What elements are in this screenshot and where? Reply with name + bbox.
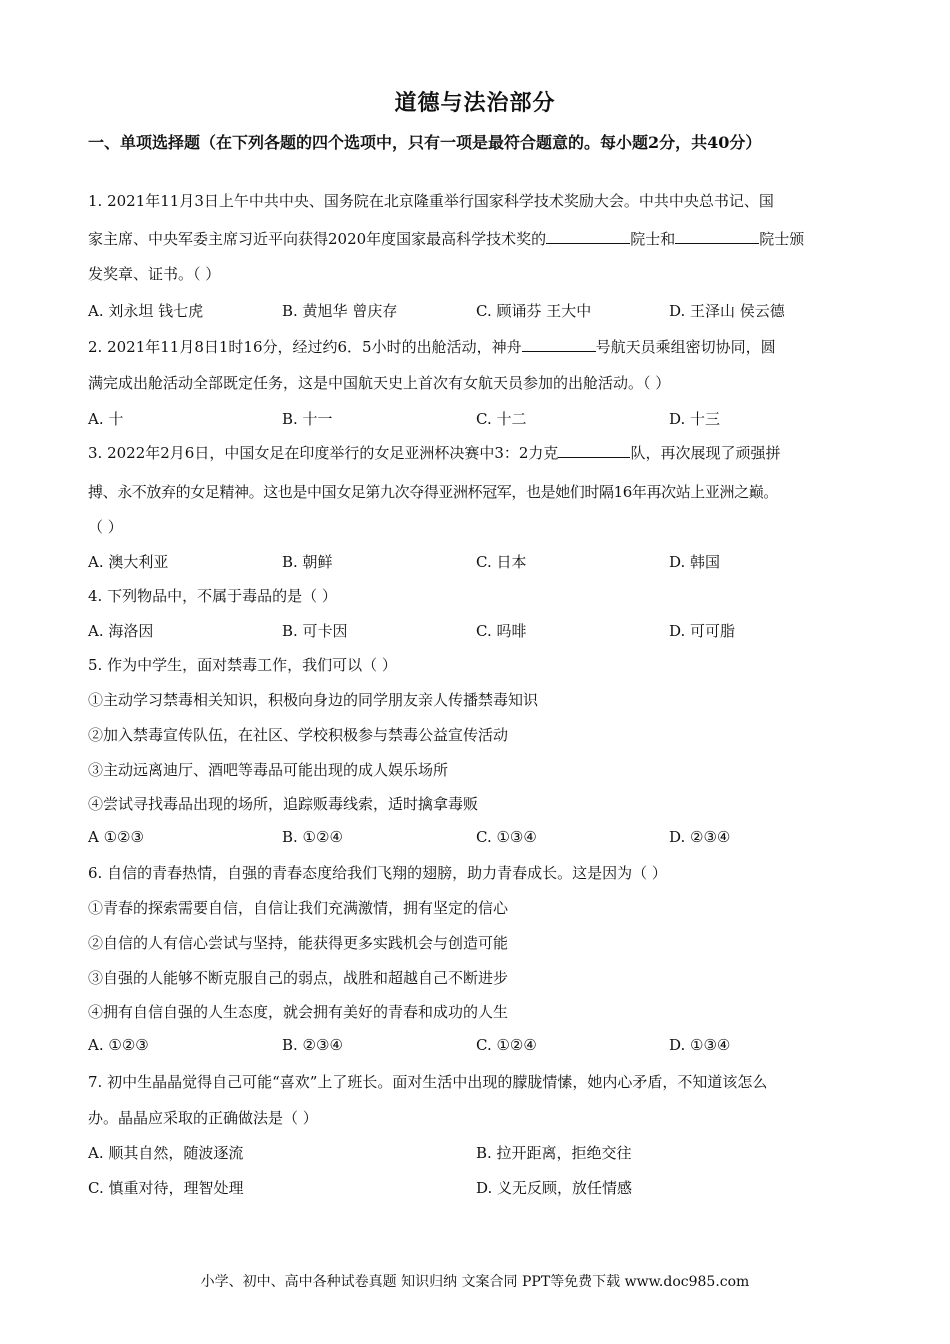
q7-option-d: D. 义无反顾，放任情感 <box>476 1179 633 1197</box>
q5-statement-2: ②加入禁毒宣传队伍，在社区、学校积极参与禁毒公益宣传活动 <box>88 726 509 744</box>
q5-option-a: A ①②③ <box>88 828 144 846</box>
q1-line1: 1. 2021年11月3日上午中共中央、国务院在北京隆重举行国家科学技术奖励大会。中共中央总书记、国 <box>88 192 774 210</box>
q2-line1 <box>88 336 776 357</box>
q3-option-c: C. 日本 <box>476 553 527 571</box>
q6-statement-2: ②自信的人有信心尝试与坚持，能获得更多实践机会与创造可能 <box>88 934 509 952</box>
q7-option-a: A. 顺其自然，随波逐流 <box>88 1144 244 1162</box>
q3-line1 <box>88 442 780 463</box>
answer-blank <box>522 337 596 352</box>
q5-statement-4: ④尝试寻找毒品出现的场所，追踪贩毒线索，适时擒拿毒贩 <box>88 795 479 813</box>
q6-option-d: D. ①③④ <box>669 1036 731 1054</box>
q1-option-d: D. 王泽山 侯云德 <box>669 302 785 320</box>
q1-line3: 发奖章、证书。（ ） <box>88 265 221 283</box>
answer-blank <box>675 229 759 244</box>
q3-line2: 搏、永不放弃的女足精神。这也是中国女足第九次夺得亚洲杯冠军，也是她们时隔16年再次站上亚洲之巅。 <box>88 483 778 501</box>
q4-option-d: D. 可可脂 <box>669 622 736 640</box>
q1-option-a: A. 刘永坦 钱七虎 <box>88 302 204 320</box>
q6-option-c: C. ①②④ <box>476 1036 537 1054</box>
section-heading: 一、单项选择题（在下列各题的四个选项中，只有一项是最符合题意的。每小题2分，共40分） <box>88 133 762 152</box>
q5-line1: 5. 作为中学生，面对禁毒工作，我们可以（ ） <box>88 656 397 674</box>
q2-option-d: D. 十三 <box>669 410 721 428</box>
q5-option-b: B. ①②④ <box>282 828 343 846</box>
q5-option-d: D. ②③④ <box>669 828 731 846</box>
q1-line2-part3: 院士颁 <box>759 230 805 248</box>
q7-line2: 办。晶晶应采取的正确做法是（ ） <box>88 1109 318 1127</box>
q4-line1: 4. 下列物品中，不属于毒品的是（ ） <box>88 587 337 605</box>
q3-line1-part2: 队，再次展现了顽强拼 <box>630 444 781 462</box>
q7-option-c: C. 慎重对待，理智处理 <box>88 1179 244 1197</box>
q2-line2: 满完成出舱活动全部既定任务，这是中国航天史上首次有女航天员参加的出舱活动。（ ） <box>88 374 671 392</box>
q2-line1-part2: 号航天员乘组密切协同，圆 <box>595 338 776 356</box>
q6-statement-4: ④拥有自信自强的人生态度，就会拥有美好的青春和成功的人生 <box>88 1003 509 1021</box>
page-title: 道德与法治部分 <box>394 90 556 116</box>
q1-option-c: C. 顾诵芬 王大中 <box>476 302 592 320</box>
q3-option-d: D. 韩国 <box>669 553 721 571</box>
q4-option-b: B. 可卡因 <box>282 622 348 640</box>
q6-statement-1: ①青春的探索需要自信，自信让我们充满激情，拥有坚定的信心 <box>88 899 509 917</box>
q1-line2-part2: 院士和 <box>630 230 676 248</box>
q3-option-a: A. 澳大利亚 <box>88 553 169 571</box>
q4-option-c: C. 吗啡 <box>476 622 527 640</box>
q3-line1-part1: 3. 2022年2月6日，中国女足在印度举行的女足亚洲杯决赛中3：2力克 <box>88 444 559 462</box>
q3-option-b: B. 朝鲜 <box>282 553 333 571</box>
q1-line2 <box>88 228 804 249</box>
page-footer: 小学、初中、高中各种试卷真题 知识归纳 文案合同 PPT等免费下载 www.doc985.com <box>200 1274 750 1290</box>
q7-option-b: B. 拉开距离，拒绝交往 <box>476 1144 632 1162</box>
q5-option-c: C. ①③④ <box>476 828 537 846</box>
q6-line1: 6. 自信的青春热情，自强的青春态度给我们飞翔的翅膀，助力青春成长。这是因为（ ） <box>88 864 667 882</box>
q2-option-a: A. 十 <box>88 410 124 428</box>
q7-line1: 7. 初中生晶晶觉得自己可能“喜欢”上了班长。面对生活中出现的朦胧情愫，她内心矛盾，不知道该怎么 <box>88 1073 768 1091</box>
q2-option-b: B. 十一 <box>282 410 333 428</box>
q5-statement-3: ③主动远离迪厅、酒吧等毒品可能出现的成人娱乐场所 <box>88 761 449 779</box>
answer-blank <box>546 229 630 244</box>
q1-line2-part1: 家主席、中央军委主席习近平向获得2020年度国家最高科学技术奖的 <box>88 230 547 248</box>
q2-option-c: C. 十二 <box>476 410 527 428</box>
q2-line1-part1: 2. 2021年11月8日1时16分，经过约6．5小时的出舱活动，神舟 <box>88 338 522 356</box>
q4-option-a: A. 海洛因 <box>88 622 154 640</box>
q6-statement-3: ③自强的人能够不断克服自己的弱点，战胜和超越自己不断进步 <box>88 969 509 987</box>
q1-option-b: B. 黄旭华 曾庆存 <box>282 302 398 320</box>
q3-line3: （ ） <box>88 518 123 536</box>
q6-option-a: A. ①②③ <box>88 1036 149 1054</box>
answer-blank <box>558 443 630 458</box>
q6-option-b: B. ②③④ <box>282 1036 343 1054</box>
q5-statement-1: ①主动学习禁毒相关知识，积极向身边的同学朋友亲人传播禁毒知识 <box>88 691 539 709</box>
